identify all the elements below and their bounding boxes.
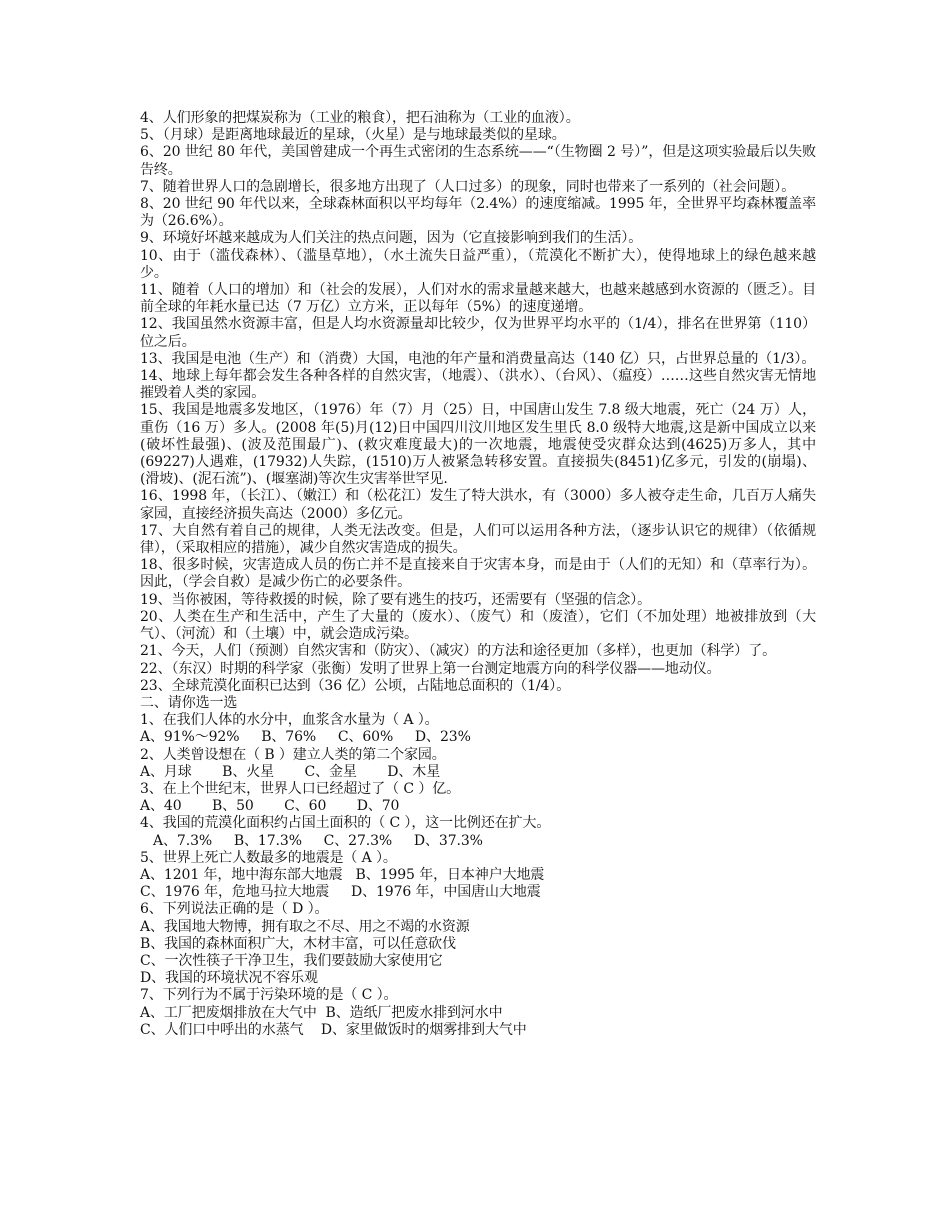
text-line-12: 12、我国虽然水资源丰富，但是人均水资源量却比较少，仅为世界平均水平的（1/4），排名在世界第（110）位之后。 [140, 316, 816, 350]
text-line-17: 17、大自然有着自己的规律，人类无法改变。但是，人们可以运用各种方法，（逐步认识它的规律）（依循规律），（采取相应的措施），减少自然灾害造成的损失。 [140, 522, 816, 557]
question-5-options-ab: A、1201 年，地中海东部大地震 B、1995 年，日本神户大地震 [140, 866, 545, 883]
text-line-7: 7、随着世界人口的急剧增长，很多地方出现了（人口过多）的现象，同时也带来了一系列的（社会问题）。 [140, 178, 796, 195]
text-line-18: 18、很多时候，灾害造成人员的伤亡并不是直接来自于灾害本身，而是由于（人们的无知）和（草率行为）。因此，（学会自救）是减少伤亡的必要条件。 [140, 557, 816, 591]
text-line-4: 4、人们形象的把煤炭称为（工业的粮食），把石油称为（工业的血液）。 [140, 110, 580, 126]
text-line-15: 15、我国是地震多发地区，（1976）年（7）月（25）日，中国唐山发生 7.8 级大地震，死亡（24 万）人，重伤（16 万）多人。(2008 年(5)月(12)日中国四川汶川地区发生里氏 8.0 级特大地震,这是新中国成立以来(破坏性最强)、(波及范围最广)、(救灾难度最大)的一次地震，地震使受灾群众达到(4625)万多人，其中(69227)人遇难，(17932)人失踪，(1510)万人被紧急转移安置。直接损失(8451)亿多元，引发的(崩塌)、(滑坡)、(泥石流”)、(堰塞湖)等次生灾害举世罕见. [140, 402, 816, 488]
text-line-8: 8、20 世纪 90 年代以来，全球森林面积以平均每年（2.4%）的速度缩减。1995 年，全世界平均森林覆盖率为（26.6%）。 [140, 196, 816, 230]
text-line-23: 23、全球荒漠化面积已达到（36 亿）公顷，占陆地总面积的（1/4）。 [140, 677, 571, 694]
text-line-19: 19、当你被困，等待救援的时候，除了要有逃生的技巧，还需要有（坚强的信念）。 [140, 591, 652, 608]
question-6-option-d: D、我国的环境状况不容乐观 [140, 970, 318, 987]
text-line-20: 20、人类在生产和生活中，产生了大量的（废水）、（废气）和（废渣），它们（不加处理）地被排放到（大气）、（河流）和（土壤）中，就会造成污染。 [140, 608, 816, 643]
question-3: 3、在上个世纪末，世界人口已经超过了（ C ）亿。 [140, 780, 461, 797]
text-line-9: 9、环境好坏越来越成为人们关注的热点问题，因为（它直接影响到我们的生活）。 [140, 230, 643, 247]
text-line-22: 22、（东汉）时期的科学家（张衡）发明了世界上第一台测定地震方向的科学仪器——地动仪。 [140, 660, 721, 677]
question-2: 2、人类曾设想在（ B ）建立人类的第二个家园。 [140, 746, 446, 763]
question-3-options: A、40 B、50 C、60 D、70 [140, 798, 400, 815]
question-1-options: A、91%～92% B、76% C、60% D、23% [140, 729, 471, 746]
section-heading-choice: 二、请你选一选 [140, 694, 238, 711]
question-6-option-b: B、我国的森林面积广大，木材丰富，可以任意砍伐 [140, 935, 456, 952]
question-1: 1、在我们人体的水分中，血浆含水量为（ A ）。 [140, 712, 439, 729]
text-line-21: 21、今天，人们（预测）自然灾害和（防灾）、（减灾）的方法和途径更加（多样），也更加（科学）了。 [140, 643, 777, 660]
text-line-10: 10、由于（滥伐森林）、（滥垦草地），（水土流失日益严重），（荒漠化不断扩大），使得地球上的绿色越来越少。 [140, 247, 816, 281]
text-line-11: 11、随着（人口的增加）和（社会的发展），人们对水的需求量越来越大，也越来越感到水资源的（匮乏）。目前全球的年耗水量已达（7 万亿）立方米，正以每年（5%）的速度递增。 [140, 282, 816, 316]
text-line-14: 14、地球上每年都会发生各种各样的自然灾害，（地震）、（洪水）、（台风）、（瘟疫）……这些自然灾害无情地摧毁着人类的家园。 [140, 368, 816, 402]
question-7-options-cd: C、人们口中呼出的水蒸气 D、家里做饭时的烟雾排到大气中 [140, 1021, 527, 1038]
question-4: 4、我国的荒漠化面积约占国土面积的（ C ），这一比例还在扩大。 [140, 815, 551, 832]
question-7-options-ab: A、工厂把废烟排放在大气中 B、造纸厂把废水排到河水中 [140, 1004, 503, 1021]
question-5: 5、世界上死亡人数最多的地震是（ A ）。 [140, 849, 397, 866]
text-line-13: 13、我国是电池（生产）和（消费）大国，电池的年产量和消费量高达（140 亿）只，占世界总量的（1/3）。 [140, 350, 816, 367]
text-line-16: 16、1998 年，（长江）、（嫩江）和（松花江）发生了特大洪水，有（3000）多人被夺走生命，几百万人痛失家园，直接经济损失高达（2000）多亿元。 [140, 488, 816, 522]
question-6-option-a: A、我国地大物博，拥有取之不尽、用之不竭的水资源 [140, 918, 470, 935]
question-5-options-cd: C、1976 年，危地马拉大地震 D、1976 年，中国唐山大地震 [140, 884, 541, 901]
text-line-6: 6、20 世纪 80 年代，美国曾建成一个再生式密闭的生态系统——“（生物圈 2 号）”，但是这项实验最后以失败告终。 [140, 144, 816, 178]
question-4-options: A、7.3% B、17.3% C、27.3% D、37.3% [153, 832, 483, 849]
question-2-options: A、月球 B、火星 C、金星 D、木星 [140, 763, 441, 780]
question-7: 7、下列行为不属于污染环境的是（ C ）。 [140, 987, 398, 1004]
document-page [140, 110, 816, 1039]
text-line-5: 5、（月球）是距离地球最近的星球，（火星）是与地球最类似的星球。 [140, 127, 566, 144]
question-6-option-c: C、一次性筷子干净卫生，我们要鼓励大家使用它 [140, 952, 443, 969]
question-6: 6、下列说法正确的是（ D ）。 [140, 901, 329, 918]
